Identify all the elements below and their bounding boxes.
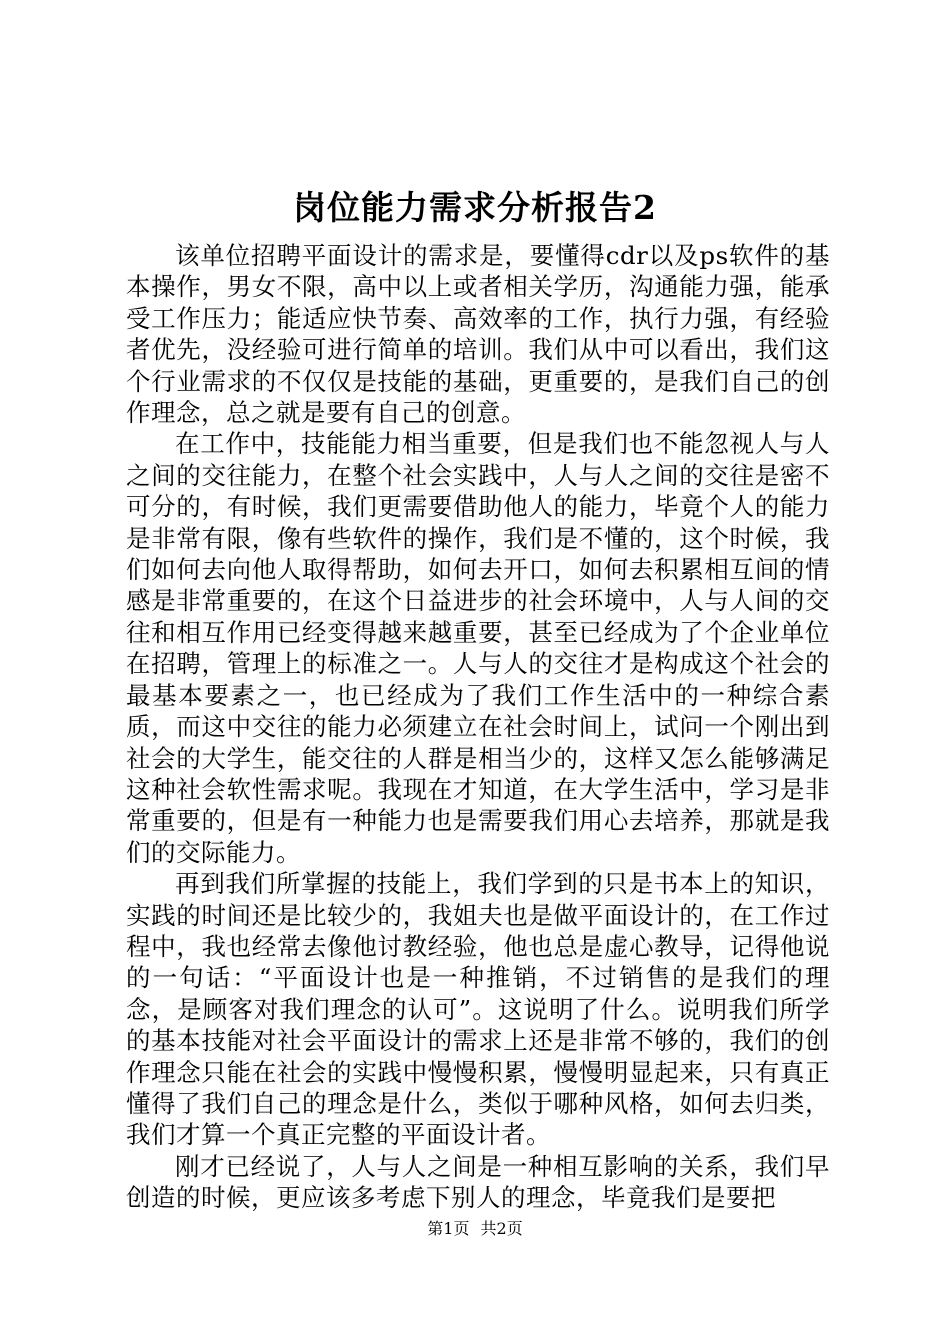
paragraph: 该单位招聘平面设计的需求是，要懂得cdr以及ps软件的基本操作，男女不限，高中以上或者相关学历，沟通能力强，能承受工作压力；能适应快节奏、高效率的工作，执行力强，有经验者优先，没经验可进行简单的培训。我们从中可以看出，我们这个行业需求的不仅仅是技能的基础，更重要的，是我们自己的创作理念，总之就是要有自己的创意。 bbox=[126, 241, 830, 428]
paragraph: 刚才已经说了，人与人之间是一种相互影响的关系，我们早创造的时候，更应该多考虑下别人的理念，毕竟我们是要把 bbox=[126, 1151, 830, 1213]
page-number: 第1页 bbox=[427, 1219, 470, 1238]
page-total: 共2页 bbox=[480, 1219, 523, 1238]
page-footer bbox=[0, 1218, 950, 1240]
paragraph: 再到我们所掌握的技能上，我们学到的只是书本上的知识，实践的时间还是比较少的，我姐夫也是做平面设计的，在工作过程中，我也经常去像他讨教经验，他也总是虚心教导，记得他说的一句话：“平面设计也是一种推销，不过销售的是我们的理念，是顾客对我们理念的认可”。这说明了什么。说明我们所学的基本技能对社会平面设计的需求上还是非常不够的，我们的创作理念只能在社会的实践中慢慢积累，慢慢明显起来，只有真正懂得了我们自己的理念是什么，类似于哪种风格，如何去归类，我们才算一个真正完整的平面设计者。 bbox=[126, 869, 830, 1150]
paragraph: 在工作中，技能能力相当重要，但是我们也不能忽视人与人之间的交往能力，在整个社会实践中，人与人之间的交往是密不可分的，有时候，我们更需要借助他人的能力，毕竟个人的能力是非常有限，像有些软件的操作，我们是不懂的，这个时候，我们如何去向他人取得帮助，如何去开口，如何去积累相互间的情感是非常重要的，在这个日益进步的社会环境中，人与人间的交往和相互作用已经变得越来越重要，甚至已经成为了个企业单位在招聘，管理上的标准之一。人与人的交往才是构成这个社会的最基本要素之一，也已经成为了我们工作生活中的一种综合素质，而这中交往的能力必须建立在社会时间上，试问一个刚出到社会的大学生，能交往的人群是相当少的，这样又怎么能够满足这种社会软性需求呢。我现在才知道，在大学生活中，学习是非常重要的，但是有一种能力也是需要我们用心去培养，那就是我们的交际能力。 bbox=[126, 429, 830, 867]
document-title: 岗位能力需求分析报告2 bbox=[293, 188, 657, 227]
document-body bbox=[126, 240, 830, 1214]
